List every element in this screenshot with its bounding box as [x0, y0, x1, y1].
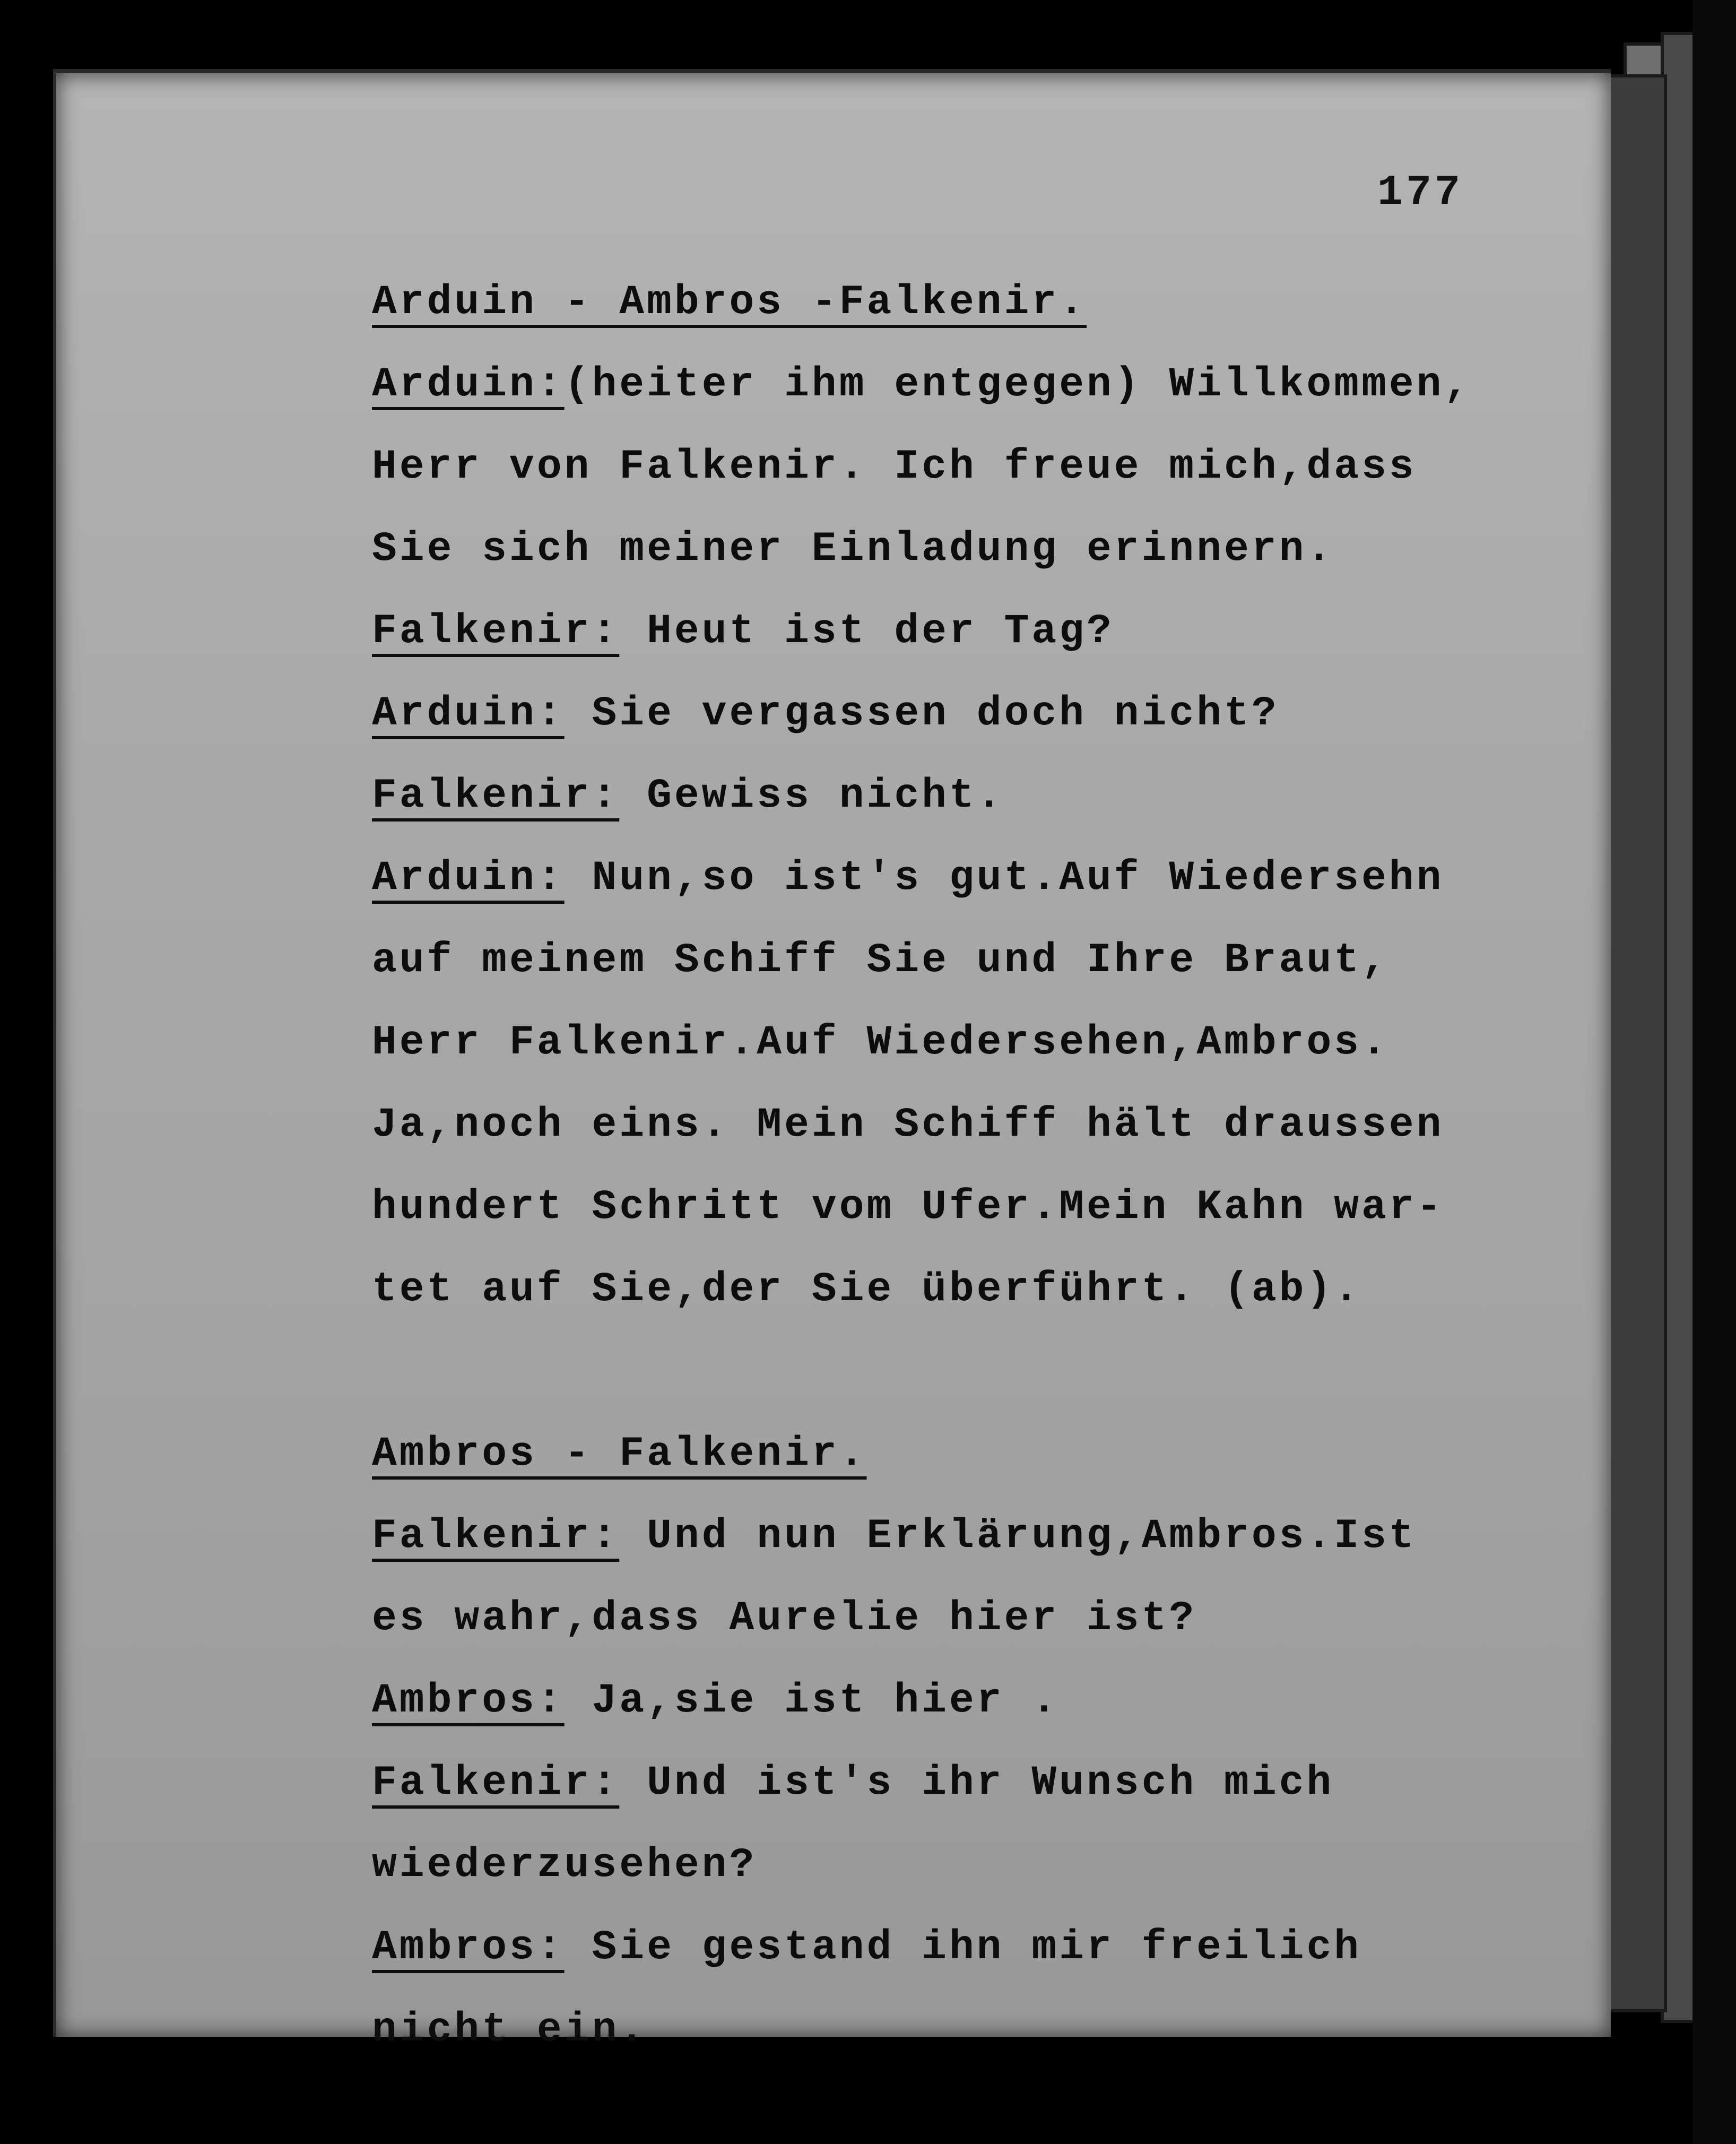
page-number: 177 — [1377, 169, 1464, 217]
speaker-label: Falkenir: — [372, 1513, 620, 1560]
speaker-label: Falkenir: — [372, 773, 620, 819]
text-line — [372, 591, 1471, 673]
text-line — [372, 1907, 1471, 1989]
speaker-label: Arduin: — [372, 855, 565, 902]
text-line — [372, 1660, 1471, 1742]
text-line — [372, 1249, 1471, 1331]
text-line — [372, 1495, 1471, 1578]
text-line — [372, 1084, 1471, 1166]
speaker-label: Ambros: — [372, 1924, 565, 1971]
text-line — [372, 1742, 1471, 1825]
text-line — [372, 262, 1471, 344]
speaker-label: Falkenir: — [372, 608, 620, 655]
line-text: Herr Falkenir.Auf Wiedersehen,Ambros. — [372, 1019, 1389, 1066]
line-text: Ja,noch eins. Mein Schiff hält draussen — [372, 1102, 1444, 1148]
speaker-label: Arduin - Ambros -Falkenir. — [372, 279, 1087, 326]
text-line — [372, 1413, 1471, 1495]
text-line — [372, 1989, 1471, 2071]
line-text: Nun,so ist's gut.Auf Wiedersehn — [564, 855, 1444, 902]
dark-edge — [1692, 0, 1736, 2144]
line-text: auf meinem Schiff Sie und Ihre Braut, — [372, 937, 1389, 984]
line-text: Sie sich meiner Einladung erinnern. — [372, 526, 1334, 573]
line-text: Sie gestand ihn mir freilich — [564, 1924, 1362, 1971]
speaker-label: Arduin: — [372, 361, 565, 408]
text-line — [372, 1166, 1471, 1249]
blank-line — [372, 1331, 1471, 1413]
text-line — [372, 837, 1471, 920]
typescript-page — [53, 69, 1611, 2053]
line-text: Heut ist der Tag? — [619, 608, 1114, 655]
line-text: Und nun Erklärung,Ambros.Ist — [619, 1513, 1417, 1560]
line-text: (heiter ihm entgegen) Willkommen, — [564, 361, 1472, 408]
text-line — [372, 1578, 1471, 1660]
text-line — [372, 755, 1471, 837]
line-text: nicht ein. — [372, 2007, 647, 2053]
text-line — [372, 920, 1471, 1002]
line-text: es wahr,dass Aurelie hier ist? — [372, 1595, 1197, 1642]
speaker-label: Ambros - Falkenir. — [372, 1431, 867, 1477]
line-text: Gewiss nicht. — [619, 773, 1004, 819]
text-lines — [372, 262, 1471, 2071]
text-line — [372, 344, 1471, 426]
line-text: Ja,sie ist hier . — [564, 1678, 1060, 1724]
line-text: tet auf Sie,der Sie überführt. (ab). — [372, 1266, 1362, 1313]
text-line — [372, 1825, 1471, 1907]
line-text: Herr von Falkenir. Ich freue mich,dass — [372, 444, 1417, 490]
text-line — [372, 1002, 1471, 1084]
speaker-label: Falkenir: — [372, 1760, 620, 1806]
text-line — [372, 508, 1471, 591]
speaker-label: Ambros: — [372, 1678, 565, 1724]
text-line — [372, 426, 1471, 508]
line-text: Sie vergassen doch nicht? — [564, 690, 1279, 737]
speaker-label: Arduin: — [372, 690, 565, 737]
text-line — [372, 673, 1471, 755]
background-sheet — [1602, 74, 1667, 2012]
line-text: wiederzusehen? — [372, 1842, 757, 1889]
line-text: hundert Schritt vom Ufer.Mein Kahn war- — [372, 1184, 1444, 1231]
line-text: Und ist's ihr Wunsch mich — [619, 1760, 1334, 1806]
